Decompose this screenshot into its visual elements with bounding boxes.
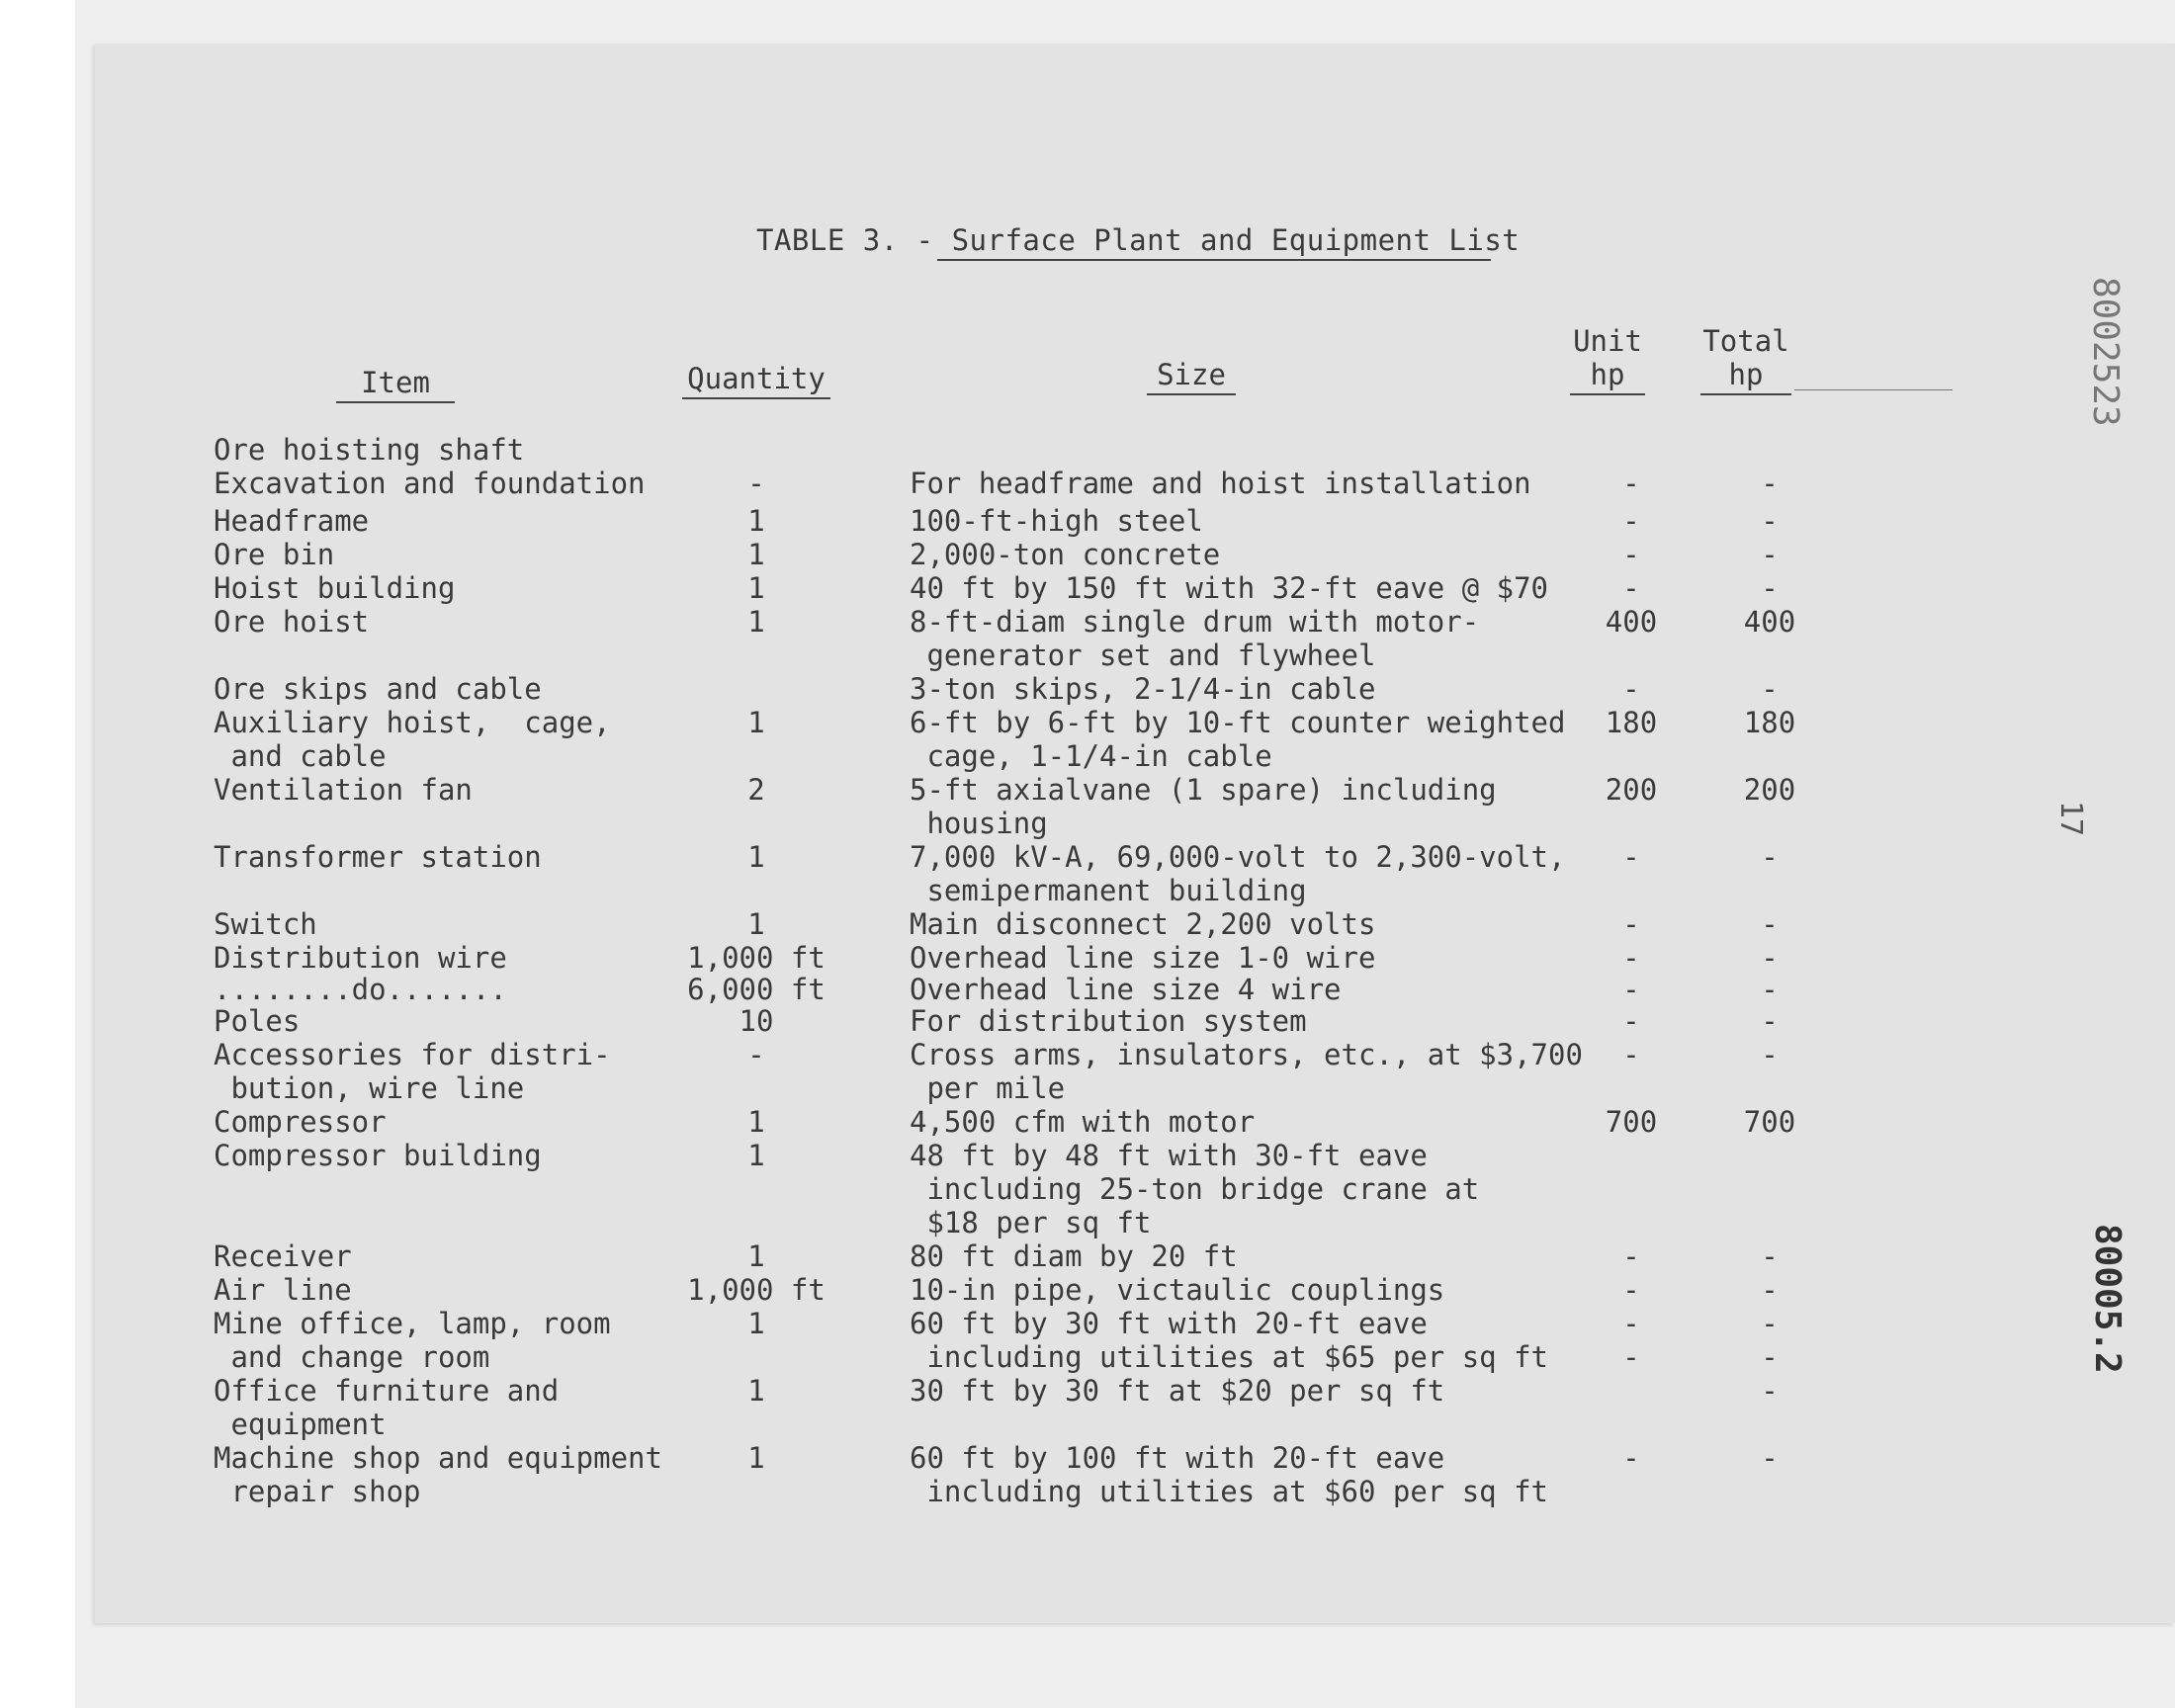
cell-unit: 180 <box>1605 706 1658 739</box>
cell-item: Compressor <box>214 1105 387 1139</box>
cell-size: including utilities at $65 per sq ft <box>910 1340 1549 1374</box>
cell-size: generator set and flywheel <box>910 639 1376 672</box>
cell-size: 10-in pipe, victaulic couplings <box>910 1273 1445 1307</box>
cell-item: Machine shop and equipment <box>214 1441 662 1475</box>
cell-item: Hoist building <box>214 571 456 605</box>
cell-total: - <box>1761 1239 1779 1273</box>
cell-qty: 1 <box>747 1239 765 1273</box>
cell-total: - <box>1761 1340 1779 1374</box>
cell-item: Air line <box>214 1273 352 1307</box>
cell-total: - <box>1761 941 1779 975</box>
cell-qty: 1,000 ft <box>687 941 826 975</box>
cell-unit: - <box>1622 1273 1640 1307</box>
cell-size: 60 ft by 100 ft with 20-ft eave <box>910 1441 1445 1475</box>
cell-qty: 1 <box>747 1374 765 1408</box>
cell-total: - <box>1761 467 1779 500</box>
cell-unit: - <box>1622 1340 1640 1374</box>
cell-item: equipment <box>214 1408 387 1441</box>
cell-size: $18 per sq ft <box>910 1206 1152 1239</box>
cell-qty: 6,000 ft <box>687 973 826 1006</box>
scanner-margin <box>0 0 75 1708</box>
title-prefix: TABLE 3. - <box>756 223 952 257</box>
cell-qty: 1 <box>747 605 765 639</box>
cell-qty: 10 <box>739 1004 774 1038</box>
cell-item: Distribution wire <box>214 941 507 975</box>
cell-total: - <box>1761 1374 1779 1408</box>
cell-size: 2,000-ton concrete <box>910 538 1221 571</box>
header-item: Item <box>336 366 455 403</box>
cell-total: 180 <box>1743 706 1796 739</box>
header-rule <box>1794 389 1953 390</box>
header-total-hp: Total hp <box>1700 324 1791 395</box>
cell-size: Cross arms, insulators, etc., at $3,700 <box>910 1038 1583 1071</box>
cell-total: - <box>1761 907 1779 941</box>
cell-size: Overhead line size 4 wire <box>910 973 1342 1006</box>
cell-size: 100-ft-high steel <box>910 504 1203 538</box>
cell-qty: 1 <box>747 706 765 739</box>
cell-size: 4,500 cfm with motor <box>910 1105 1256 1139</box>
cell-item: Auxiliary hoist, cage, <box>214 706 611 739</box>
cell-size: 8-ft-diam single drum with motor- <box>910 605 1480 639</box>
cell-size: 40 ft by 150 ft with 32-ft eave @ $70 <box>910 571 1549 605</box>
cell-item: repair shop <box>214 1475 421 1508</box>
cell-item: Compressor building <box>214 1139 542 1172</box>
margin-stamp-bottom: 80005.2 <box>2087 1224 2128 1374</box>
cell-size: 5-ft axialvane (1 spare) including <box>910 773 1497 807</box>
cell-size: For headframe and hoist installation <box>910 467 1531 500</box>
cell-total: - <box>1761 1307 1779 1340</box>
cell-size: Overhead line size 1-0 wire <box>910 941 1376 975</box>
cell-size: 7,000 kV-A, 69,000-volt to 2,300-volt, <box>910 840 1566 874</box>
cell-unit: - <box>1622 571 1640 605</box>
cell-unit: - <box>1622 467 1640 500</box>
cell-size: cage, 1-1/4-in cable <box>910 739 1272 773</box>
cell-item: and cable <box>214 739 387 773</box>
cell-unit: - <box>1622 1038 1640 1071</box>
cell-qty: 1 <box>747 907 765 941</box>
cell-total: - <box>1761 1441 1779 1475</box>
cell-unit: 200 <box>1605 773 1658 807</box>
cell-total: - <box>1761 840 1779 874</box>
cell-unit: - <box>1622 1004 1640 1038</box>
cell-size: 48 ft by 48 ft with 30-ft eave <box>910 1139 1428 1172</box>
cell-item: ........do....... <box>214 973 507 1006</box>
cell-size: 80 ft diam by 20 ft <box>910 1239 1238 1273</box>
cell-total: - <box>1761 1004 1779 1038</box>
cell-size: For distribution system <box>910 1004 1307 1038</box>
cell-item: Headframe <box>214 504 370 538</box>
cell-unit: - <box>1622 1441 1640 1475</box>
cell-total: 400 <box>1743 605 1796 639</box>
cell-unit: - <box>1622 907 1640 941</box>
cell-qty: 1 <box>747 571 765 605</box>
cell-item: Ore hoisting shaft <box>214 433 525 467</box>
cell-item: Ore hoist <box>214 605 370 639</box>
header-quantity: Quantity <box>682 362 830 399</box>
cell-qty: - <box>747 467 765 500</box>
cell-size: per mile <box>910 1071 1066 1105</box>
cell-size: 6-ft by 6-ft by 10-ft counter weighted <box>910 706 1566 739</box>
cell-qty: 1 <box>747 504 765 538</box>
header-size: Size <box>1147 358 1236 395</box>
cell-item: and change room <box>214 1340 490 1374</box>
cell-unit: 700 <box>1605 1105 1658 1139</box>
page-number: 17 <box>2053 801 2088 837</box>
cell-total: - <box>1761 538 1779 571</box>
cell-size: 30 ft by 30 ft at $20 per sq ft <box>910 1374 1445 1408</box>
cell-size: including utilities at $60 per sq ft <box>910 1475 1549 1508</box>
cell-qty: 1 <box>747 1441 765 1475</box>
cell-qty: 1 <box>747 1139 765 1172</box>
cell-unit: - <box>1622 840 1640 874</box>
cell-unit: - <box>1622 973 1640 1006</box>
cell-qty: - <box>747 1038 765 1071</box>
cell-qty: 1 <box>747 1307 765 1340</box>
cell-total: 700 <box>1743 1105 1796 1139</box>
title-underline <box>937 259 1491 261</box>
title-underlined: Surface Plant and Equipment List <box>951 223 1521 257</box>
cell-qty: 1 <box>747 1105 765 1139</box>
cell-total: - <box>1761 672 1779 706</box>
cell-qty: 2 <box>747 773 765 807</box>
cell-total: - <box>1761 973 1779 1006</box>
cell-total: - <box>1761 1038 1779 1071</box>
cell-size: semipermanent building <box>910 874 1307 907</box>
cell-item: bution, wire line <box>214 1071 525 1105</box>
cell-unit: - <box>1622 672 1640 706</box>
cell-qty: 1 <box>747 538 765 571</box>
cell-total: - <box>1761 1273 1779 1307</box>
cell-item: Accessories for distri- <box>214 1038 611 1071</box>
cell-unit: - <box>1622 941 1640 975</box>
cell-item: Receiver <box>214 1239 352 1273</box>
cell-item: Office furniture and <box>214 1374 560 1408</box>
cell-item: Excavation and foundation <box>214 467 646 500</box>
cell-item: Ventilation fan <box>214 773 473 807</box>
cell-size: including 25-ton bridge crane at <box>910 1172 1480 1206</box>
header-unit-hp: Unit hp <box>1570 324 1645 395</box>
cell-unit: - <box>1622 1307 1640 1340</box>
cell-size: Main disconnect 2,200 volts <box>910 907 1376 941</box>
margin-stamp-top: 8002523 <box>2085 277 2126 427</box>
cell-total: - <box>1761 504 1779 538</box>
cell-size: housing <box>910 807 1048 840</box>
cell-size: 3-ton skips, 2-1/4-in cable <box>910 672 1376 706</box>
cell-item: Ore bin <box>214 538 335 571</box>
cell-size: 60 ft by 30 ft with 20-ft eave <box>910 1307 1428 1340</box>
cell-qty: 1 <box>747 840 765 874</box>
cell-item: Ore skips and cable <box>214 672 542 706</box>
table-title <box>756 223 1520 257</box>
cell-unit: - <box>1622 1239 1640 1273</box>
cell-total: - <box>1761 571 1779 605</box>
cell-item: Transformer station <box>214 840 542 874</box>
cell-item: Poles <box>214 1004 301 1038</box>
cell-unit: 400 <box>1605 605 1658 639</box>
cell-total: 200 <box>1743 773 1796 807</box>
cell-unit: - <box>1622 538 1640 571</box>
cell-item: Mine office, lamp, room <box>214 1307 611 1340</box>
cell-item: Switch <box>214 907 317 941</box>
cell-unit: - <box>1622 504 1640 538</box>
cell-qty: 1,000 ft <box>687 1273 826 1307</box>
